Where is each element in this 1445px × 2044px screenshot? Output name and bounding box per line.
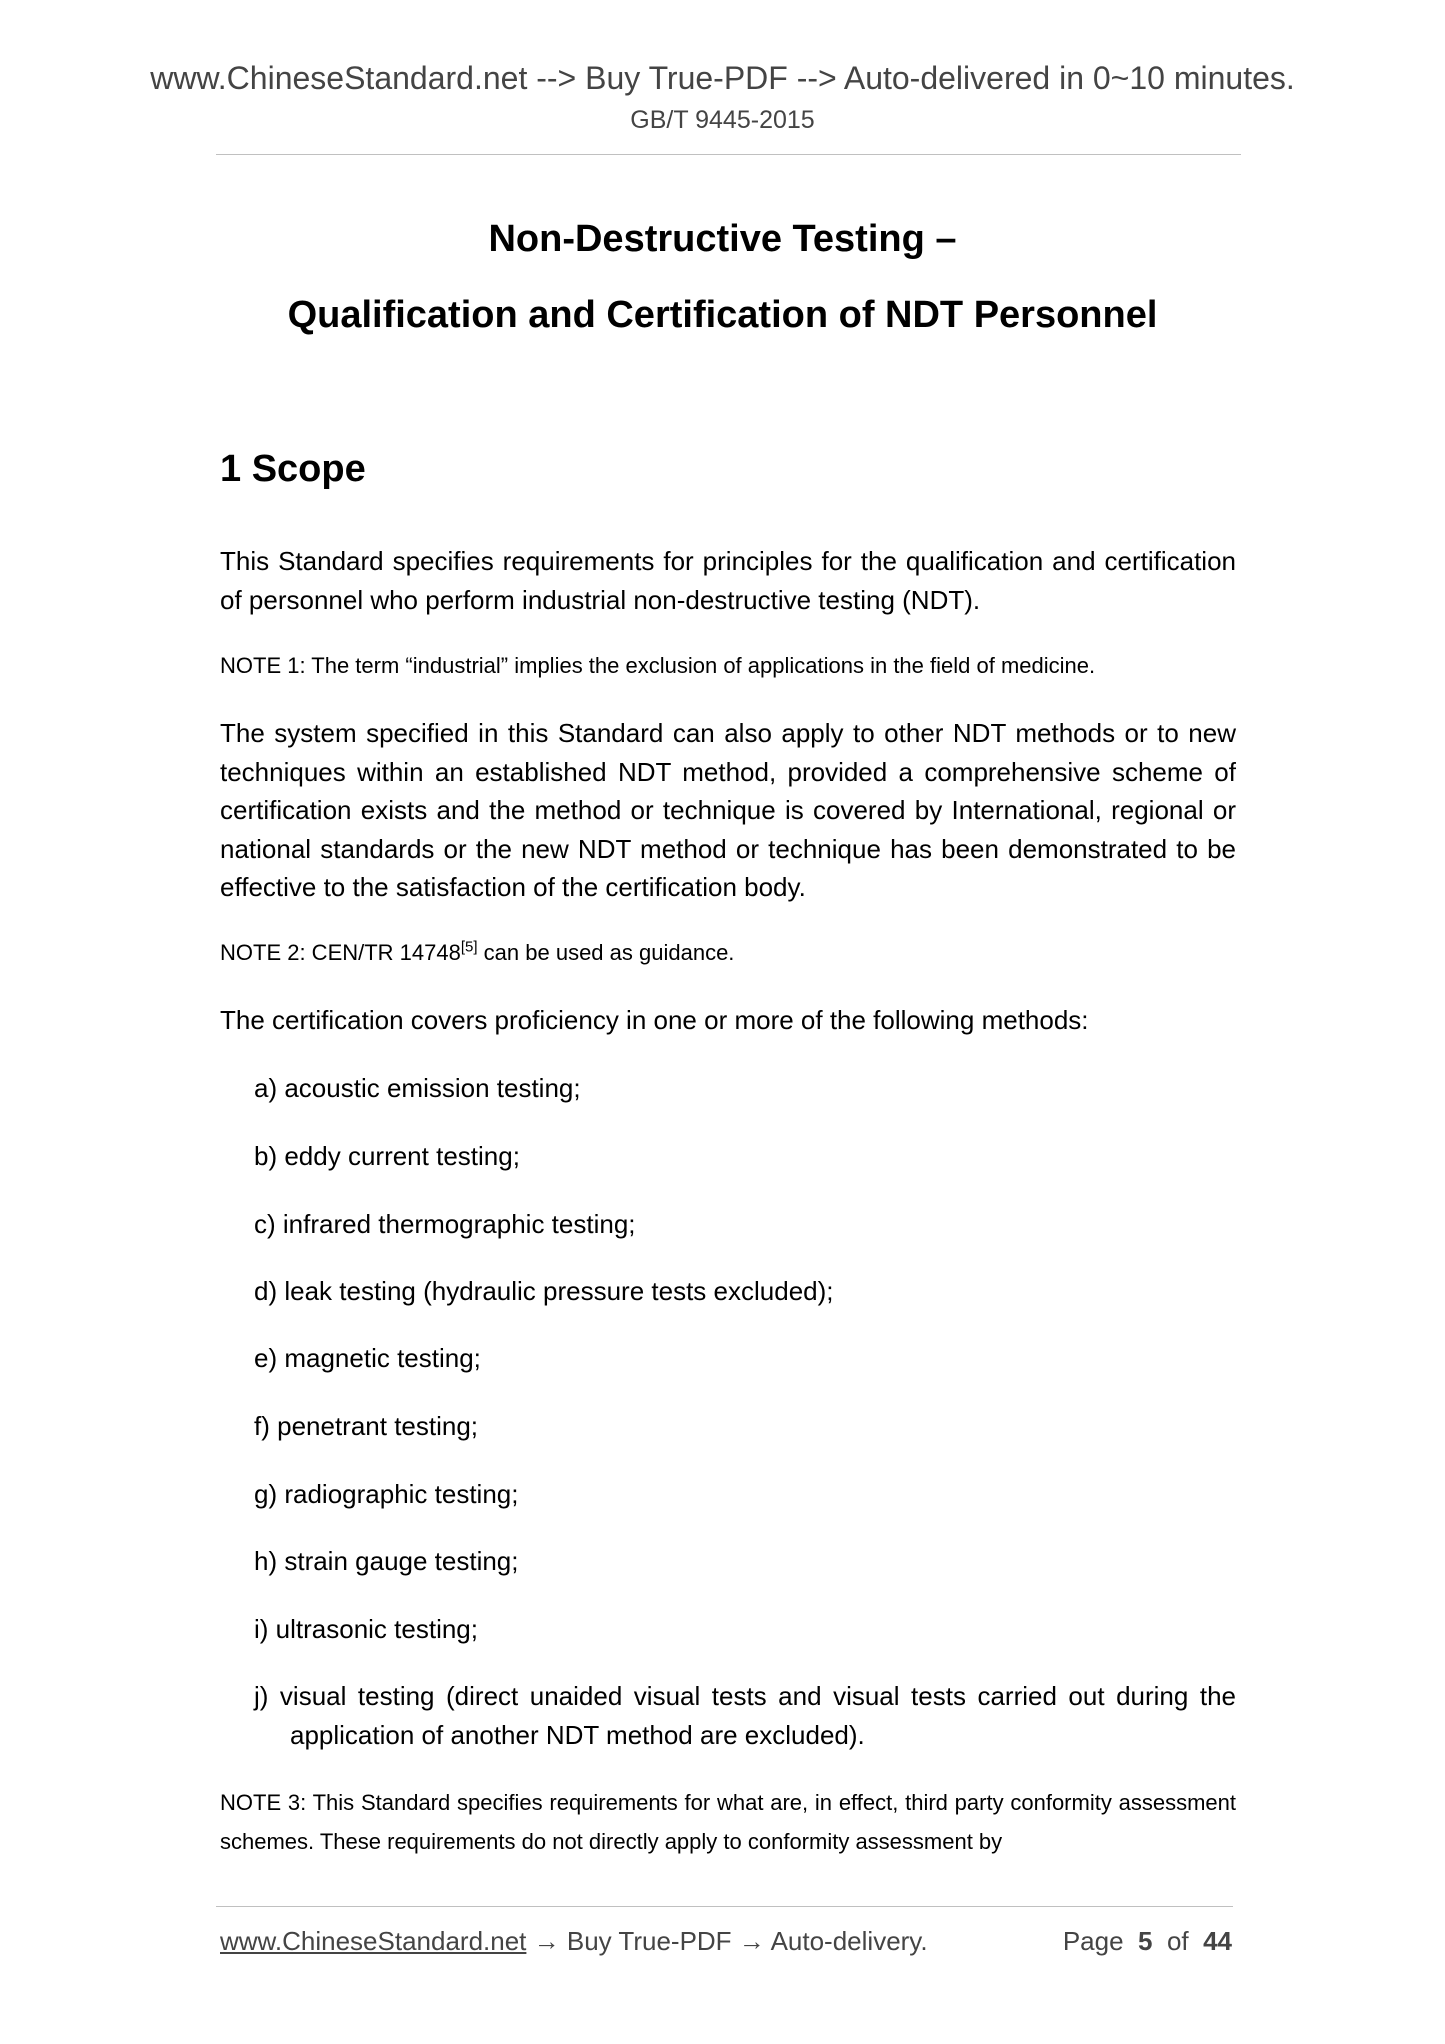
page-footer [220, 1921, 1232, 1961]
page-label: Page [1062, 1926, 1124, 1956]
footer-site-link[interactable]: www.ChineseStandard.net [220, 1926, 527, 1956]
section-heading: 1 Scope [220, 448, 366, 490]
note-2-text: NOTE 2: CEN/TR 14748 [220, 940, 461, 965]
note-2-text-end: can be used as guidance. [477, 940, 735, 965]
standard-code: GB/T 9445-2015 [630, 106, 815, 134]
footer-left [220, 1921, 928, 1961]
page-current: 5 [1138, 1926, 1153, 1956]
list-item: e) magnetic testing; [254, 1343, 481, 1373]
list-item: d) leak testing (hydraulic pressure tests excluded); [254, 1276, 834, 1306]
list-item: c) infrared thermographic testing; [254, 1209, 636, 1239]
footer-divider [216, 1906, 1233, 1907]
header-divider [216, 154, 1241, 155]
list-item: f) penetrant testing; [254, 1411, 479, 1441]
header-banner: www.ChineseStandard.net --> Buy True-PDF --> Auto-delivered in 0~10 minutes. [150, 60, 1295, 96]
scope-paragraph-2: The system specified in this Standard can also apply to other NDT methods or to new techniques within an established NDT method, provided a comprehensive scheme of certification exists and the method or technique is covered by International, regional or national standards or the new NDT method or technique has been demonstrated to be effective to the satisfaction of the certification body. [220, 718, 1236, 902]
scope-paragraph-1: This Standard specifies requirements for principles for the qualification and certification of personnel who perform industrial non-destructive testing (NDT). [220, 546, 1236, 615]
list-item: a) acoustic emission testing; [254, 1073, 581, 1103]
list-item: g) radiographic testing; [254, 1479, 519, 1509]
page-total: 44 [1203, 1926, 1232, 1956]
list-item: b) eddy current testing; [254, 1141, 520, 1171]
note-2-reference: [5] [460, 938, 478, 956]
list-item: h) strain gauge testing; [254, 1546, 519, 1576]
footer-nav-text: → Buy True-PDF → Auto-delivery. [526, 1926, 928, 1956]
page-of: of [1166, 1926, 1189, 1956]
document-title-line-1: Non-Destructive Testing – [488, 218, 957, 260]
scope-paragraph-3: The certification covers proficiency in one or more of the following methods: [220, 1005, 1089, 1035]
page-number [1063, 1921, 1232, 1961]
note-2 [220, 938, 1236, 968]
list-item: i) ultrasonic testing; [254, 1614, 478, 1644]
document-title-line-2: Qualification and Certification of NDT Personnel [287, 294, 1158, 336]
note-3: NOTE 3: This Standard specifies requirements for what are, in effect, third party conformity assessment schemes. These requirements do not directly apply to conformity assessment by [220, 1790, 1236, 1854]
list-item: j) visual testing (direct unaided visual tests and visual tests carried out during the application of another NDT method are excluded). [254, 1681, 1236, 1750]
note-1: NOTE 1: The term “industrial” implies the exclusion of applications in the field of medicine. [220, 653, 1096, 678]
